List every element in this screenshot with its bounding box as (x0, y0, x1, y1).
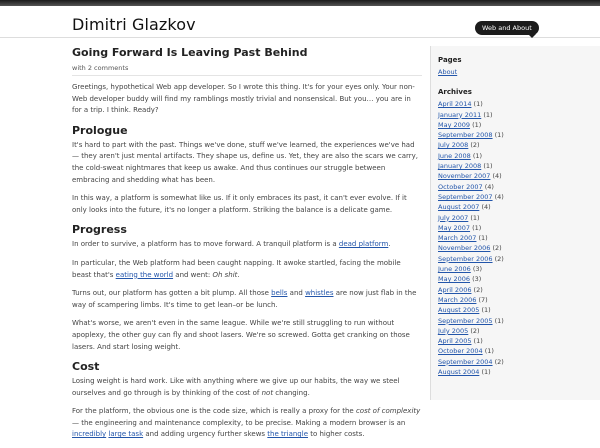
about-link[interactable]: About (438, 68, 458, 76)
text-span: In particular, the Web platform had been caught napping. It awoke startled, facing the mobile beast that's (72, 258, 401, 279)
sidebar (430, 46, 600, 400)
archive-count: (3) (472, 275, 482, 284)
archive-count: (2) (470, 326, 480, 335)
archive-item (438, 233, 600, 243)
archive-item (438, 295, 600, 305)
archive-count: (2) (473, 285, 483, 294)
progress-paragraph-4: What's worse, we aren't even in the same league. While we're still struggling to run without apoplexy, the other guy can fly and shoot lasers. We're so screwed. Gotta get cranking on those lasers. And start losing weight. (72, 319, 410, 351)
cost-paragraph-1 (72, 376, 422, 399)
archive-item (438, 305, 600, 315)
archive-link[interactable]: August 2007 (438, 203, 480, 212)
archive-count: (3) (472, 265, 483, 274)
archive-link[interactable]: October 2007 (438, 182, 483, 191)
archive-item (438, 274, 600, 284)
archive-item (438, 171, 600, 181)
archive-item (438, 316, 600, 326)
archive-link[interactable]: July 2005 (438, 326, 469, 335)
text-span: and went: (173, 270, 213, 279)
text-span: are now just flab in the way of scampering limbs. It's time to get lean–or be lunch. (72, 289, 417, 309)
archive-count: (4) (492, 172, 502, 181)
archive-item (438, 120, 600, 130)
archive-count: (1) (481, 368, 491, 377)
archive-link[interactable]: April 2006 (438, 285, 472, 294)
archive-link[interactable]: May 2009 (438, 120, 471, 129)
archive-item (438, 254, 600, 264)
eating-the-world-link[interactable]: eating the world (115, 270, 174, 279)
comments-link[interactable]: with 2 comments (72, 64, 129, 72)
archives-heading: Archives (438, 88, 472, 97)
archives-list (438, 99, 600, 377)
progress-paragraph-2 (72, 258, 422, 281)
archive-link[interactable]: June 2008 (438, 151, 471, 160)
archive-link[interactable]: March 2006 (438, 295, 477, 304)
text-span: For the platform, the obvious one is the code size, which is really a proxy for the (72, 407, 356, 416)
archive-count: (1) (473, 337, 483, 346)
progress-paragraph-1 (72, 239, 422, 251)
archive-count: (2) (494, 254, 504, 263)
archive-count: (1) (470, 213, 480, 222)
archive-count: (1) (472, 151, 483, 160)
text-span: changing. (273, 388, 310, 397)
prologue-paragraph-2: In this way, a platform is somewhat like us. If it only embraces its past, it can't ever evolve. If it only looks into the future, it's no longer a platform. Striking the balance is a delicate game. (72, 194, 407, 214)
pages-list (438, 67, 600, 77)
archive-item (438, 243, 600, 253)
title-divider (72, 75, 422, 76)
archive-link[interactable]: May 2006 (438, 275, 471, 284)
section-heading-progress: Progress (72, 223, 127, 237)
archive-link[interactable]: January 2011 (438, 110, 482, 119)
archive-item (438, 130, 600, 140)
post-title[interactable]: Going Forward Is Leaving Past Behind (72, 46, 308, 59)
archive-count: (1) (494, 316, 504, 325)
archive-link[interactable]: November 2007 (438, 172, 491, 181)
archive-count: (4) (494, 192, 504, 201)
archive-item (438, 264, 600, 274)
prologue-paragraph-1: It's hard to part with the past. Things we've done, stuff we've learned, the experiences we've had — they aren't just mental artifacts. They shape us, define us. Yet, they are also the scars we carry, the cold-sweat nightmares that keep us awake. And thus continues our struggle between embracing and shedding what has been. (72, 140, 419, 184)
pages-heading: Pages (438, 56, 462, 64)
archive-count: (1) (481, 306, 491, 315)
section-heading-prologue: Prologue (72, 123, 128, 137)
archive-link[interactable]: April 2014 (438, 100, 472, 109)
post-content (72, 46, 422, 448)
archive-count: (1) (472, 120, 482, 129)
archive-count: (1) (483, 162, 493, 171)
the-triangle-link[interactable]: the triangle (267, 430, 308, 439)
archive-item (438, 192, 600, 202)
archive-count: (1) (473, 100, 483, 109)
large-task-link[interactable]: large task (108, 430, 144, 439)
emphasis-text: cost of complexity (355, 407, 421, 416)
text-span: and adding urgency further skews (143, 430, 268, 439)
archive-item (438, 182, 600, 192)
archive-count: (7) (478, 295, 488, 304)
archive-item (438, 223, 600, 233)
archive-link[interactable]: July 2007 (438, 213, 469, 222)
archive-count: (1) (484, 347, 494, 356)
intro-paragraph: Greetings, hypothetical Web app developer. So I wrote this thing. It's for your eyes only. Your non-Web developer buddy will find my ramblings mostly trivial and nonsensical. But you… you are in for a trip. I think. Ready? (72, 83, 415, 115)
archive-item (438, 202, 600, 212)
archive-link[interactable]: January 2008 (438, 162, 482, 171)
whistles-link[interactable]: whistles (305, 289, 334, 298)
archive-link[interactable]: September 2008 (438, 131, 493, 140)
archive-link[interactable]: September 2006 (438, 254, 493, 263)
archive-link[interactable]: September 2007 (438, 192, 493, 201)
archive-link[interactable]: May 2007 (438, 223, 471, 232)
archive-link[interactable]: March 2007 (438, 234, 477, 243)
emphasis-text: Oh shit (212, 270, 238, 279)
text-span: to higher costs. (308, 430, 365, 439)
archive-link[interactable]: November 2006 (438, 244, 491, 253)
archive-link[interactable]: September 2004 (438, 357, 493, 366)
archive-item (438, 213, 600, 223)
progress-paragraph-3 (72, 288, 422, 311)
archive-count: (2) (470, 141, 480, 150)
site-header (0, 6, 600, 38)
text-span: . (237, 270, 240, 279)
dead-platform-link[interactable]: dead platform (338, 240, 389, 249)
archive-count: (1) (483, 110, 493, 119)
archive-item (438, 151, 600, 161)
web-and-about-link[interactable]: Web and About (475, 21, 539, 35)
text-span: Turns out, our platform has gotten a bit plump. All those (72, 289, 272, 298)
archive-count: (2) (494, 357, 504, 366)
text-span: — the engineering and maintenance complexity, to be precise. Making a modern browser is an (72, 418, 406, 427)
bells-link[interactable]: bells (271, 289, 288, 298)
archive-link[interactable]: July 2008 (438, 141, 469, 150)
text-span: In order to survive, a platform has to move forward. A tranquil platform is a (72, 240, 339, 249)
archive-item (438, 346, 600, 356)
site-title[interactable]: Dimitri Glazkov (72, 15, 196, 34)
emphasis-text: not (261, 388, 274, 397)
archive-item (438, 326, 600, 336)
archive-link[interactable]: June 2006 (438, 265, 471, 274)
archive-item (438, 99, 600, 109)
archive-item (438, 336, 600, 346)
archive-link[interactable]: October 2004 (438, 347, 483, 356)
archive-count: (1) (478, 234, 488, 243)
archive-item (438, 357, 600, 367)
archive-count: (4) (481, 203, 491, 212)
archive-item (438, 110, 600, 120)
archive-link[interactable]: April 2005 (438, 337, 472, 346)
archive-item (438, 161, 600, 171)
archive-item (438, 367, 600, 377)
archive-link[interactable]: August 2005 (438, 306, 480, 315)
text-span: . (388, 240, 391, 249)
archive-link[interactable]: September 2005 (438, 316, 493, 325)
archive-count: (2) (492, 244, 502, 253)
archive-item (438, 285, 600, 295)
incredibly-link[interactable]: incredibly (72, 430, 107, 439)
archive-count: (1) (472, 223, 482, 232)
archive-link[interactable]: August 2004 (438, 368, 480, 377)
cost-paragraph-2 (72, 406, 422, 441)
archive-item (438, 140, 600, 150)
text-span: Losing weight is hard work. Like with anything where we give up our habits, the way we steel ourselves and go through is by thinking of the cost of (72, 377, 400, 397)
text-span: and (287, 289, 306, 298)
archive-count: (1) (494, 131, 504, 140)
archive-count: (4) (484, 182, 494, 191)
pages-item (438, 67, 600, 77)
section-heading-cost: Cost (72, 360, 100, 374)
